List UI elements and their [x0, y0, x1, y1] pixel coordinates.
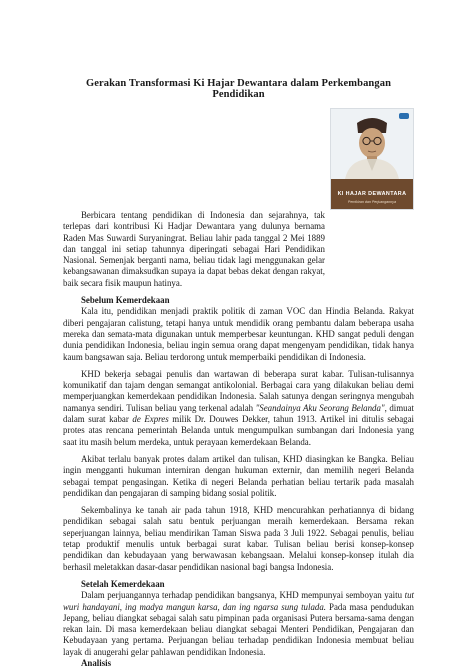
- book-cover-image: [330, 108, 414, 210]
- paragraph-after-1-text-b: Pada masa pendudukan Jepang, beliau diangkat sebagai salah satu pimpinan pada organisasi Putera bersama-sama dengan rekan lain. Di masa kemerdekaan beliau diangkat sebagai Menteri Pendidikan, Pengajaran dan Kebudayaan yang pertama. Perjuangan beliau terhadap pendidikan Indonesia membuat beliau layak di anugerahi gelar pahlawan pendidikan Indonesia.: [63, 601, 414, 657]
- paragraph-before-3: Akibat terlalu banyak protes dalam artikel dan tulisan, KHD diasingkan ke Bangka. Beliau ingin mengganti hukuman interniran dengan hukuman externir, dan memilih negeri Belanda sebagai tempat pengasingan. Ketika di negeri Belanda perhatian beliau tertarik pada masalah pendidikan dan pengajaran di samping bidang sosial politik.: [63, 453, 414, 498]
- paragraph-before-2-text-c: milik Dr. Douwes Dekker, tahun 1913. Artikel ini ditulis sebagai protes atas rencana pemerintah Belanda untuk mengumpulkan sumbangan dari Indonesia yang saat itu masih belum merdeka, untuk perayaan kemerdekaan Belanda.: [63, 414, 414, 447]
- motto: tut wuri handayani, ing madya mangun karsa, dan ing ngarsa sung tulada.: [63, 590, 414, 612]
- paragraph-before-2-text-b: , dimuat dalam surat kabar: [63, 402, 414, 425]
- heading-analysis: Analisis: [81, 657, 112, 668]
- cover-title: KI HAJAR DEWANTARA: [337, 191, 407, 197]
- intro-paragraph: Berbicara tentang pendidikan di Indonesia dan sejarahnya, tak terlepas dari kontribusi Ki Hadjar Dewantara yang dulunya bernama Raden Mas Suwardi Suryaningrat. Beliau lahir pada tanggal 2 Mei 1889 dan tanggal ini setiap tahunnya diperingati sebagai Hari Pendidikan Nasional. Semenjak berganti nama, beliau tidak lagi menggunakan gelar kebangsawanan dimaksudkan supaya ia dapat bebas dekat dengan rakyat, baik secara fisik maupun hatinya.: [63, 210, 325, 288]
- article-title: "Seandainya Aku Seorang Belanda": [255, 402, 385, 413]
- publisher-logo-icon: [399, 113, 409, 119]
- paragraph-after-1: [63, 590, 414, 658]
- paragraph-before-2-text-a: KHD bekerja sebagai penulis dan wartawan di beberapa surat kabar. Tulisan-tulisannya komunikatif dan tajam dengan semangat antikolonial. Berbagai cara yang dilakukan beliau demi memperjuangkan kemerdekaan pendidikan Indonesia. Salah satunya dengan seringnya mengubah namanya sendiri. Tulisan beliau yang terkenal adalah: [63, 368, 414, 413]
- newspaper-name: de Expres: [132, 414, 169, 425]
- document-title: Gerakan Transformasi Ki Hajar Dewantara dalam Perkembangan Pendidikan: [85, 78, 392, 100]
- paragraph-before-4: Sekembalinya ke tanah air pada tahun 1918, KHD mencurahkan perhatiannya di bidang pendidikan sebagai salah satu bentuk perjuangan meraih kemerdekaan. Bersama rekan seperjuangan lainnya, beliau mendirikan Taman Siswa pada 3 Juli 1922. Sebagai penulis, beliau tetap produktif menulis untuk berbagai surat kabar. Tulisan beliau berisi konsep-konsep pendidikan dan kebudayaan yang berwawasan kebangsaan. Melalui konsep-konsep itulah dia berhasil meletakkan dasar-dasar pendidikan nasional bagi bangsa Indonesia.: [63, 505, 414, 572]
- paragraph-before-2: [63, 369, 414, 448]
- heading-before-independence: Sebelum Kemerdekaan: [81, 295, 170, 306]
- paragraph-before-1: Kala itu, pendidikan menjadi praktik politik di zaman VOC dan Hindia Belanda. Rakyat diberi pengajaran calistung, tetapi hanya untuk mendidik orang pembantu dalam beberapa usaha mereka dan semata-mata digunakan untuk memperbesar keuntungan. KHD sangat peduli dengan dunia pendidikan Indonesia, beliau ingin semua orang dapat mengenyam pendidikan, tidak hanya kaum bangsawan saja. Beliau terdorong untuk memperbaiki pendidikan di Indonesia.: [63, 306, 414, 362]
- cover-subtitle: Pemikiran dan Perjuangannya: [347, 200, 397, 204]
- intro-section: [63, 106, 414, 289]
- heading-after-independence: Setelah Kemerdekaan: [81, 578, 165, 589]
- paragraph-after-1-text-a: Dalam perjuangannya terhadap pendidikan bangsanya, KHD mempunyai semboyan yaitu: [81, 590, 405, 601]
